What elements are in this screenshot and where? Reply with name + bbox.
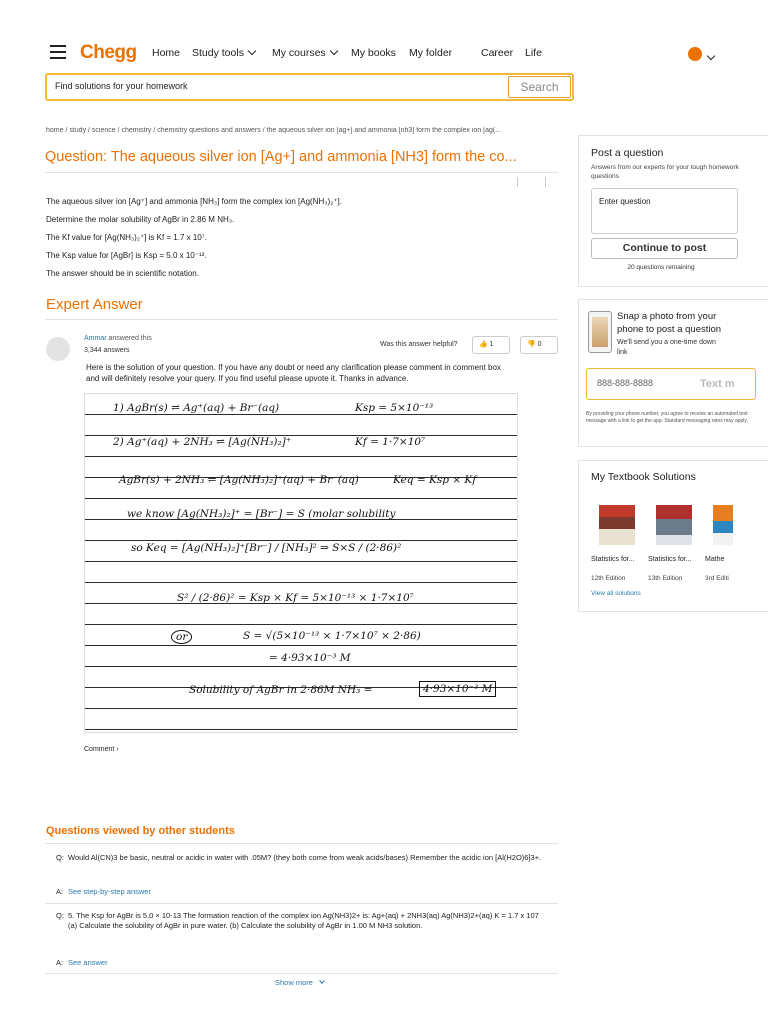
a-label: A: <box>56 887 64 896</box>
nav-study-tools-label: Study tools <box>192 47 244 59</box>
textbook-edition: 12th Edition <box>591 575 626 582</box>
expert-answer-heading: Expert Answer <box>46 296 143 313</box>
textbook-cover-1[interactable] <box>599 505 635 545</box>
view-all-solutions-link[interactable]: View all solutions <box>591 590 641 597</box>
chevron-down-icon <box>319 978 325 984</box>
questions-viewed-heading: Questions viewed by other students <box>46 825 235 837</box>
textbook-solutions-title: My Textbook Solutions <box>591 471 696 483</box>
related-question-text: Would Al(CN)3 be basic, neutral or acidic in water with .05M? (they both come from weak acids/bases) Remember the acidic ion [Al(H2O)6]3+. <box>68 853 542 862</box>
downvote-count: 0 <box>537 341 542 348</box>
hw-line-4: we know [Ag(NH₃)₂]⁺ = [Br⁻] = S (molar solubility <box>127 508 396 520</box>
handwritten-solution-image <box>84 393 518 733</box>
snap-subtext <box>617 338 716 358</box>
nav-my-folder[interactable]: My folder <box>409 47 453 59</box>
show-more-label: Show more <box>275 978 313 987</box>
chevron-right-icon: › <box>116 746 119 753</box>
divider <box>45 903 558 904</box>
text-me-button[interactable]: Text m <box>700 378 735 390</box>
hw-line-9: Solubility of AgBr in 2·86M NH₃ = <box>189 684 373 696</box>
textbook-title[interactable]: Mathe <box>705 556 725 563</box>
nav-my-courses[interactable] <box>272 47 337 59</box>
nav-my-courses-label: My courses <box>272 47 326 59</box>
breadcrumb[interactable]: home / study / science / chemistry / chemistry questions and answers / the aqueous silver ion [ag+] and ammonia [nh3] form the complex ion [ag(... <box>46 127 502 134</box>
hw-line-2: 2) Ag⁺(aq) + 2NH₃ ⇌ [Ag(NH₃)₂]⁺ <box>113 436 292 448</box>
question-line: The Ksp value for [AgBr] is Ksp = 5.0 x 10⁻¹³. <box>46 251 207 260</box>
phone-image <box>588 311 612 353</box>
upvote-button[interactable] <box>472 336 510 354</box>
search-input[interactable]: Find solutions for your homework <box>55 81 188 91</box>
post-question-title: Post a question <box>591 147 664 159</box>
question-input-placeholder: Enter question <box>599 197 651 206</box>
snap-sub-2: link <box>617 349 628 356</box>
textbook-title[interactable]: Statistics for... <box>591 556 635 563</box>
question-input[interactable] <box>591 188 738 234</box>
q-label: Q: <box>56 853 64 862</box>
menu-icon[interactable] <box>50 45 66 59</box>
hw-line-8: = 4·93×10⁻³ M <box>269 652 351 664</box>
downvote-button[interactable] <box>520 336 558 354</box>
related-answer <box>56 887 546 897</box>
question-line: The Kf value for [Ag(NH₃)₂⁺] is Kf = 1.7 x 10⁷. <box>46 233 207 242</box>
hw-line-3: AgBr(s) + 2NH₃ ⇌ [Ag(NH₃)₂]⁺(aq) + Br⁻(aq) <box>119 474 359 486</box>
continue-to-post-button[interactable]: Continue to post <box>591 238 738 259</box>
nav-my-books[interactable]: My books <box>351 47 396 59</box>
hw-line-5: so Keq = [Ag(NH₃)₂]⁺[Br⁻] / [NH₃]² ⇒ S×S / (2·86)² <box>131 542 402 554</box>
search-button[interactable]: Search <box>508 76 571 98</box>
divider <box>45 319 558 320</box>
question-line: Determine the molar solubility of AgBr in 2.86 M NH₃. <box>46 215 235 224</box>
related-question[interactable] <box>56 853 546 875</box>
answerer-line <box>84 335 152 342</box>
hw-line-6: S² / (2·86)² = Ksp × Kf = 5×10⁻¹³ × 1·7×10⁷ <box>177 592 414 604</box>
answer-count: 3,344 answers <box>84 347 130 354</box>
see-step-by-step-link[interactable]: See step-by-step answer <box>68 887 151 896</box>
questions-remaining: 20 questions remaining <box>627 264 695 271</box>
account-chevron-icon[interactable] <box>708 48 714 66</box>
answerer-avatar <box>46 337 70 361</box>
textbook-title[interactable]: Statistics for... <box>648 556 692 563</box>
snap-sub-1: We'll send you a one-time down <box>617 339 716 346</box>
sms-disclaimer: By providing your phone number, you agree to receive an automated text message with a link to get the app. Standard messaging rates may apply. <box>586 411 748 424</box>
thumbs-up-icon: 👍 <box>479 341 488 348</box>
question-line: The answer should be in scientific notation. <box>46 269 199 278</box>
helpful-prompt: Was this answer helpful? <box>380 341 458 348</box>
divider <box>45 973 558 974</box>
q-label: Q: <box>56 911 64 920</box>
divider <box>45 172 558 173</box>
answerer-name[interactable]: Ammar <box>84 335 107 342</box>
nav-life[interactable]: Life <box>525 47 542 59</box>
related-question[interactable] <box>56 911 546 943</box>
user-avatar[interactable] <box>688 47 702 61</box>
question-body <box>46 193 556 283</box>
chevron-down-icon <box>329 47 337 55</box>
question-line: The aqueous silver ion [Ag⁺] and ammonia [NH₃] form the complex ion [Ag(NH₃)₂⁺]. <box>46 197 342 206</box>
see-answer-link[interactable]: See answer <box>68 958 108 967</box>
snap-line-1: Snap a photo from your <box>617 311 717 322</box>
nav-career[interactable]: Career <box>481 47 514 59</box>
textbook-cover-3[interactable] <box>713 505 733 545</box>
phone-number-input[interactable]: 888-888-8888 <box>597 378 654 388</box>
answered-this: answered this <box>108 335 152 342</box>
comment-label: Comment <box>84 746 115 753</box>
nav-home[interactable]: Home <box>152 47 181 59</box>
comment-link[interactable] <box>84 746 119 753</box>
textbook-edition: 3rd Editi <box>705 575 729 582</box>
related-question-text: 5. The Ksp for AgBr is 5.0 × 10-13 The formation reaction of the complex ion Ag(NH3)2+ is: Ag+(aq) + 2NH3(aq) Ag(NH3)2+(aq) K = 1.7 x 107 (a) Calculate the solubility of AgBr in pure water. (b) Calculate the solubility of AgBr in 1.00 M NH3 solution. <box>68 911 539 930</box>
textbook-edition: 13th Edition <box>648 575 683 582</box>
divider-tick <box>517 177 518 187</box>
snap-heading <box>617 310 721 336</box>
thumbs-down-icon: 👎 <box>527 341 536 348</box>
hw-line-1-k: Ksp = 5×10⁻¹³ <box>355 402 434 414</box>
post-question-subtitle: Answers from our experts for your tough homework questions <box>591 164 739 180</box>
divider-tick <box>545 177 546 187</box>
hw-line-7: S = √(5×10⁻¹³ × 1·7×10⁷ × 2·86) <box>243 630 421 642</box>
chevron-down-icon <box>248 47 256 55</box>
divider <box>45 843 558 844</box>
related-answer <box>56 958 546 968</box>
upvote-count: 1 <box>489 341 494 348</box>
a-label: A: <box>56 958 64 967</box>
hw-line-1: 1) AgBr(s) ⇌ Ag⁺(aq) + Br⁻(aq) <box>113 402 280 414</box>
textbook-cover-2[interactable] <box>656 505 692 545</box>
question-title: Question: The aqueous silver ion [Ag+] and ammonia [NH3] form the co... <box>45 149 517 165</box>
show-more-button[interactable] <box>275 978 324 987</box>
hw-line-3-k: Keq = Ksp × Kf <box>393 474 477 486</box>
snap-line-2: phone to post a question <box>617 324 722 335</box>
nav-study-tools[interactable] <box>192 47 255 59</box>
chegg-logo[interactable]: Chegg <box>80 42 137 63</box>
hw-or: or <box>171 630 192 644</box>
hw-final-answer: 4·93×10⁻³ M <box>419 681 496 697</box>
answer-text: Here is the solution of your question. If you have any doubt or need any clarification please comment in comment box and will definitely resolve your query. If you find useful please upvote it. Thanks in advance. <box>86 363 501 383</box>
hw-line-2-k: Kf = 1·7×10⁷ <box>355 436 426 448</box>
